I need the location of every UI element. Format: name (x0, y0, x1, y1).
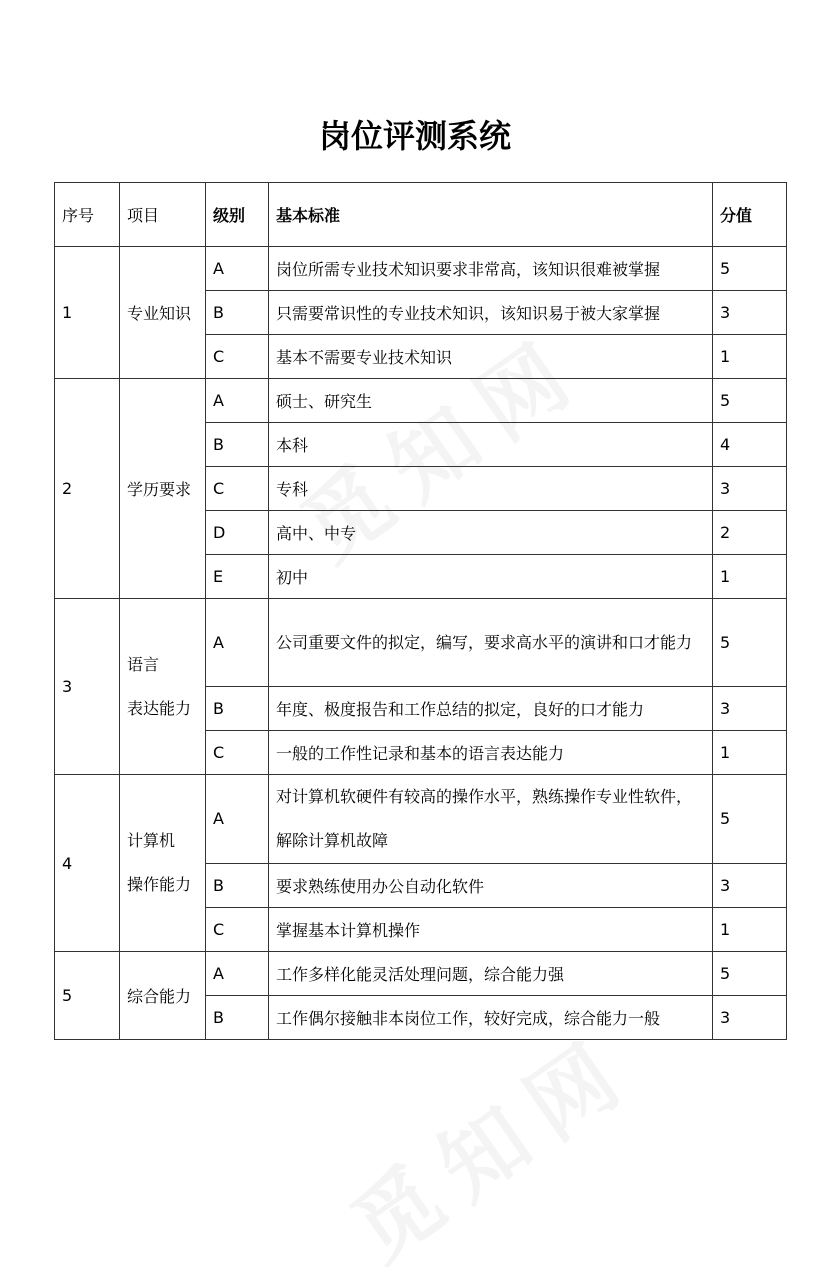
criteria-cell: 一般的工作性记录和基本的语言表达能力 (269, 731, 713, 775)
level-cell: A (206, 952, 269, 996)
criteria-cell: 对计算机软硬件有较高的操作水平，熟练操作专业性软件，解除计算机故障 (269, 775, 713, 864)
score-cell: 2 (713, 511, 787, 555)
item-cell (120, 775, 206, 952)
score-cell: 3 (713, 467, 787, 511)
criteria-cell: 公司重要文件的拟定，编写，要求高水平的演讲和口才能力 (269, 599, 713, 687)
item-name-line: 表达能力 (127, 698, 192, 718)
level-cell: B (206, 423, 269, 467)
criteria-cell: 专科 (269, 467, 713, 511)
level-cell: B (206, 996, 269, 1040)
table-row (55, 379, 787, 423)
score-cell: 1 (713, 731, 787, 775)
criteria-cell: 掌握基本计算机操作 (269, 908, 713, 952)
level-cell: A (206, 379, 269, 423)
seq-cell: 5 (55, 952, 120, 1040)
header-level: 级别 (206, 183, 269, 247)
watermark (323, 1000, 655, 1284)
criteria-cell: 初中 (269, 555, 713, 599)
level-cell: A (206, 247, 269, 291)
criteria-cell: 本科 (269, 423, 713, 467)
score-cell: 1 (713, 908, 787, 952)
table-row (55, 775, 787, 864)
score-cell: 4 (713, 423, 787, 467)
score-cell: 5 (713, 952, 787, 996)
score-cell: 5 (713, 247, 787, 291)
criteria-cell: 基本不需要专业技术知识 (269, 335, 713, 379)
seq-cell: 1 (55, 247, 120, 379)
table-row (55, 952, 787, 996)
level-cell: C (206, 731, 269, 775)
table-row (55, 247, 787, 291)
header-seq: 序号 (55, 183, 120, 247)
criteria-cell: 工作多样化能灵活处理问题，综合能力强 (269, 952, 713, 996)
level-cell: D (206, 511, 269, 555)
criteria-cell: 岗位所需专业技术知识要求非常高，该知识很难被掌握 (269, 247, 713, 291)
criteria-cell: 要求熟练使用办公自动化软件 (269, 864, 713, 908)
criteria-cell: 高中、中专 (269, 511, 713, 555)
seq-cell: 4 (55, 775, 120, 952)
header-score: 分值 (713, 183, 787, 247)
score-cell: 3 (713, 864, 787, 908)
seq-cell: 3 (55, 599, 120, 775)
score-cell: 5 (713, 379, 787, 423)
item-cell: 综合能力 (120, 952, 206, 1040)
score-cell: 3 (713, 291, 787, 335)
level-cell: A (206, 599, 269, 687)
item-cell (120, 599, 206, 775)
level-cell: B (206, 864, 269, 908)
level-cell: E (206, 555, 269, 599)
seq-cell: 2 (55, 379, 120, 599)
header-item: 项目 (120, 183, 206, 247)
score-cell: 1 (713, 555, 787, 599)
header-row (55, 183, 787, 247)
item-name-line: 语言 (127, 654, 160, 674)
evaluation-table (54, 182, 787, 1040)
level-cell: B (206, 291, 269, 335)
level-cell: C (206, 467, 269, 511)
score-cell: 5 (713, 775, 787, 864)
criteria-cell: 工作偶尔接触非本岗位工作，较好完成，综合能力一般 (269, 996, 713, 1040)
level-cell: C (206, 335, 269, 379)
item-cell: 学历要求 (120, 379, 206, 599)
header-criteria: 基本标准 (269, 183, 713, 247)
score-cell: 1 (713, 335, 787, 379)
item-name-line: 计算机 (127, 831, 176, 850)
level-cell: A (206, 775, 269, 864)
table-row (55, 599, 787, 687)
page-title: 岗位评测系统 (318, 117, 511, 155)
item-cell: 专业知识 (120, 247, 206, 379)
level-cell: C (206, 908, 269, 952)
criteria-cell: 只需要常识性的专业技术知识，该知识易于被大家掌握 (269, 291, 713, 335)
score-cell: 5 (713, 599, 787, 687)
criteria-cell: 硕士、研究生 (269, 379, 713, 423)
criteria-cell: 年度、极度报告和工作总结的拟定，良好的口才能力 (269, 687, 713, 731)
score-cell: 3 (713, 687, 787, 731)
item-name-line: 操作能力 (127, 875, 192, 894)
score-cell: 3 (713, 996, 787, 1040)
level-cell: B (206, 687, 269, 731)
